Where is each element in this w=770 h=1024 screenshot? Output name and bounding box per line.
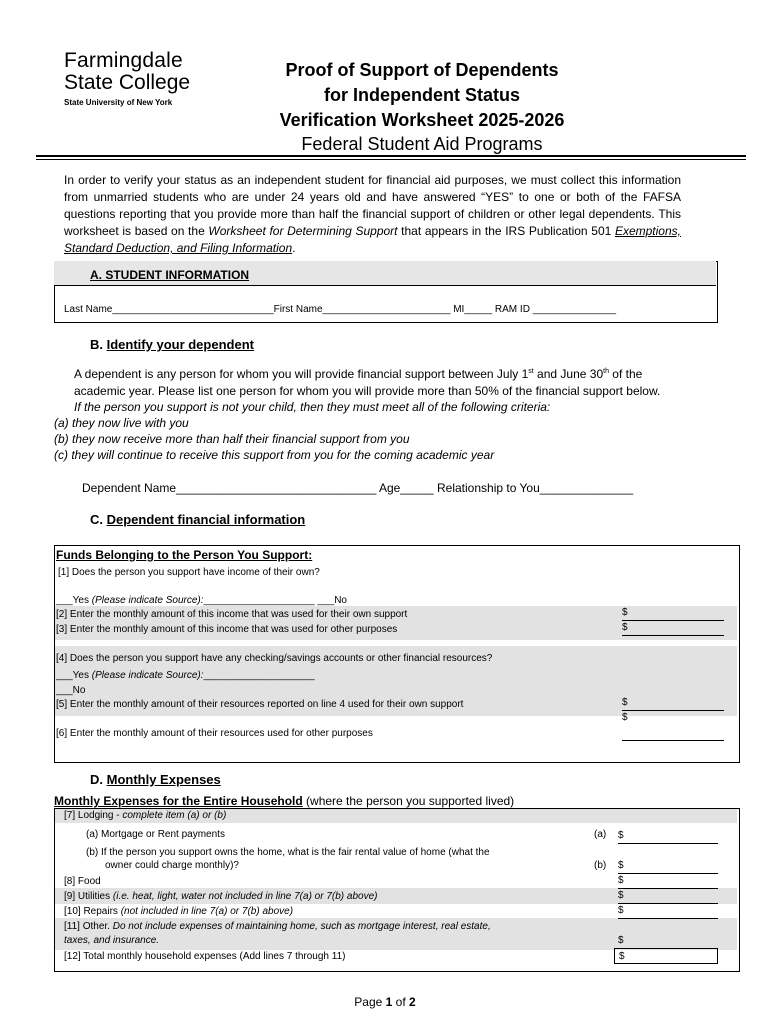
intro-paragraph (64, 172, 681, 257)
intro-end: . (292, 241, 296, 255)
q4-answer[interactable] (56, 670, 315, 681)
line-12: [12] Total monthly household expenses (Add lines 7 through 11) (64, 951, 346, 962)
line-7a: (a) Mortgage or Rent payments (86, 829, 225, 840)
intro-text: In order to verify your status as an independent student for financial aid purposes, we must collect this information from unmarried students who are under 24 years old and have answered “YES” to one or both of the FAFSA questions reporting that you provide more than half the financial support of children or other legal dependents. This worksheet is based on the (64, 173, 681, 238)
q2-amount[interactable] (622, 607, 724, 621)
section-b-heading (90, 337, 254, 352)
dep-p3: If the person you support is not your child, then they must meet all of the following criteria: (74, 400, 551, 414)
q5: [5] Enter the monthly amount of their resources reported on line 4 used for their own support (56, 699, 464, 710)
section-d-heading (90, 772, 221, 787)
household-title-bold: Monthly Expenses for the Entire Household (54, 794, 303, 808)
page-current: 1 (385, 995, 393, 1009)
line-10-note: (not included in line 7(a) or 7(b) above) (120, 906, 294, 917)
line-11-dollar: $ (618, 935, 624, 946)
line-7a-label: (a) (594, 829, 607, 840)
line-10-amount[interactable] (618, 905, 718, 919)
line-8-amount[interactable] (618, 875, 718, 889)
line-11-note-1: Do not include expenses of maintaining home, such as mortgage interest, real estate, (112, 921, 491, 932)
section-c-heading (90, 512, 305, 527)
q2: [2] Enter the monthly amount of this income that was used for their own support (56, 609, 408, 620)
line-7-note: complete item (a) or (b) (122, 810, 227, 821)
header-rule (36, 155, 746, 160)
intro-pub: Exemptions, Standard Deduction, and Filing Information (64, 224, 681, 255)
criteria-b: (b) they now receive more than half their financial support from you (54, 432, 410, 446)
criteria-c: (c) they will continue to receive this support from you for the coming academic year (54, 448, 495, 462)
q3-amount[interactable] (622, 622, 724, 636)
title-line-2: for Independent Status (323, 85, 520, 105)
page-total: 2 (409, 995, 416, 1009)
title-line-1: Proof of Support of Dependents (285, 60, 559, 80)
line-7b-1: (b) If the person you support owns the home, what is the fair rental value of home (what the (86, 847, 490, 858)
q2-dollar: $ (622, 607, 628, 618)
line-10-dollar: $ (618, 905, 624, 916)
line-9-amount[interactable] (618, 890, 718, 904)
q4-source: (Please indicate Source): (91, 670, 204, 681)
line-11-note-2: taxes, and insurance. (64, 935, 160, 946)
household-title-rest: (where the person you supported lived) (302, 794, 515, 808)
line-12-dollar: $ (619, 951, 625, 962)
q1: [1] Does the person you support have income of their own? (58, 567, 320, 578)
q4-yes: ___Yes (56, 670, 92, 681)
line-7b-amount[interactable] (618, 860, 718, 874)
section-a-heading: A. STUDENT INFORMATION (90, 268, 250, 282)
q1-yes: ___Yes (56, 595, 92, 606)
line-7b-label: (b) (594, 860, 607, 871)
q4-source-line: ____________________ (203, 670, 315, 681)
section-d-letter: D. (90, 772, 107, 787)
line-7 (64, 810, 226, 821)
q3-dollar: $ (622, 622, 628, 633)
line-7-label: [7] Lodging - (64, 810, 123, 821)
intro-mid: that appears in the IRS Publication 501 (397, 224, 615, 238)
line-7b-dollar: $ (618, 860, 624, 871)
line-7a-amount[interactable] (618, 830, 718, 844)
page-number (0, 995, 770, 1009)
line-9-dollar: $ (618, 890, 624, 901)
line-9-label: [9] Utilities (64, 891, 113, 902)
line-11-amount[interactable] (618, 935, 718, 949)
line-8: [8] Food (64, 876, 101, 887)
q1-source-line: ____________________ ___No (203, 595, 347, 606)
dependent-fields[interactable]: Dependent Name______________________________ Age_____ Relationship to You______________ (82, 481, 634, 495)
line-9 (64, 891, 378, 902)
criteria-a: (a) they now live with you (54, 416, 189, 430)
q5-amount[interactable] (622, 697, 724, 711)
dep-p2: academic year. Please list one person for whom you will provide more than 50% of the financial support below. (74, 384, 661, 398)
logo-line-1: Farmingdale (64, 49, 183, 72)
section-b-title: Identify your dependent (106, 337, 254, 352)
page-of: of (392, 995, 410, 1009)
section-c-title: Dependent financial information (106, 512, 306, 527)
logo-line-3: State University of New York (64, 98, 173, 107)
q4: [4] Does the person you support have any checking/savings accounts or other financial resources? (56, 653, 493, 664)
household-title (54, 794, 514, 808)
line-11 (64, 921, 491, 932)
q1-source: (Please indicate Source): (91, 595, 204, 606)
q6: [6] Enter the monthly amount of their resources used for other purposes (56, 728, 373, 739)
line-12-amount[interactable] (614, 948, 718, 964)
dep-p1 (74, 367, 642, 381)
line-7b-2: owner could charge monthly)? (105, 860, 239, 871)
funds-title: Funds Belonging to the Person You Support: (56, 548, 313, 562)
q4-no[interactable]: ___No (56, 685, 86, 696)
logo-line-2: State College (64, 71, 191, 94)
line-10 (64, 906, 293, 917)
dep-sup-th: th (603, 368, 609, 375)
q1-answer[interactable] (56, 595, 347, 606)
line-8-dollar: $ (618, 875, 624, 886)
line-10-label: [10] Repairs (64, 906, 121, 917)
line-9-note: (i.e. heat, light, water not included in line 7(a) or 7(b) above) (112, 891, 378, 902)
subtitle: Federal Student Aid Programs (301, 134, 543, 154)
page-label: Page (354, 995, 386, 1009)
dep-p1c: of the (608, 367, 643, 381)
title-line-3: Verification Worksheet 2025-2026 (279, 110, 565, 130)
q5-dollar: $ (622, 697, 628, 708)
q3: [3] Enter the monthly amount of this income that was used for other purposes (56, 624, 398, 635)
dep-p1a: A dependent is any person for whom you will provide financial support between July 1 (74, 367, 529, 381)
section-d-title: Monthly Expenses (106, 772, 221, 787)
dep-sup-st: st (528, 368, 534, 375)
line-11-label: [11] Other. (64, 921, 113, 932)
section-b-letter: B. (90, 337, 107, 352)
student-fields[interactable]: Last Name_____________________________First Name_______________________ MI_____ RAM ID _______________ (64, 304, 617, 315)
dep-p1b: and June 30 (533, 367, 604, 381)
line-7a-dollar: $ (618, 830, 624, 841)
section-c-letter: C. (90, 512, 107, 527)
intro-worksheet: Worksheet for Determining Support (208, 224, 398, 238)
q6-amount[interactable] (622, 727, 724, 741)
q6-dollar: $ (622, 712, 628, 723)
